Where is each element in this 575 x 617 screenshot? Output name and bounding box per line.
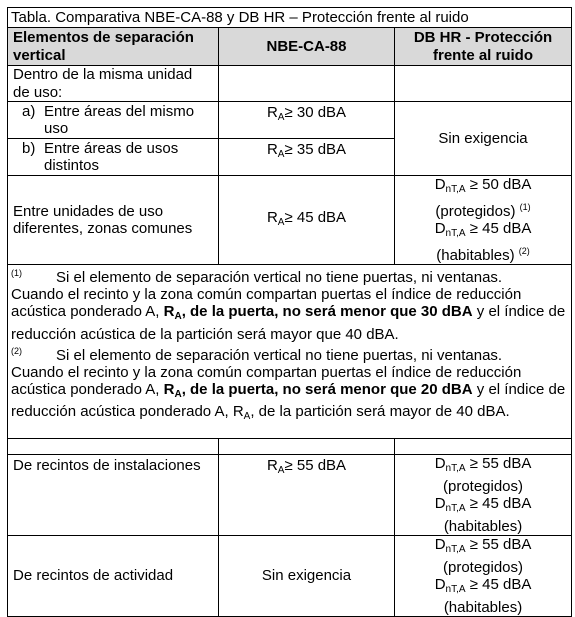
footnote-2 bbox=[11, 343, 568, 426]
spacer-cell bbox=[8, 439, 219, 455]
note-text: y el índice de reducción acústica de la partición será mayor que 40 dBA. bbox=[11, 303, 566, 343]
footnote-ref: (2) bbox=[518, 245, 530, 256]
symbol-sub: A bbox=[174, 389, 182, 401]
symbol-sub: nT,A bbox=[445, 544, 466, 555]
footnote-ref: (2) bbox=[11, 345, 22, 356]
symbol-sub: A bbox=[277, 112, 285, 123]
row-a-label: a) bbox=[22, 102, 36, 120]
header-elements: Elementos de separación vertical bbox=[8, 28, 219, 66]
note-text: y el índice de reducción acústica ponderado A, R bbox=[11, 381, 566, 421]
symbol-sub: A bbox=[277, 216, 285, 228]
symbol-r: R bbox=[163, 303, 175, 321]
row-ab-dbhr: Sin exigencia bbox=[395, 102, 572, 176]
value: ≥ 45 dBA bbox=[284, 208, 347, 226]
symbol-sub: A bbox=[277, 465, 285, 476]
tag: (habitables) bbox=[436, 246, 515, 264]
row-inst-dbhr bbox=[395, 455, 572, 536]
symbol-d: D bbox=[434, 220, 446, 237]
table-caption: Tabla. Comparativa NBE-CA-88 y DB HR – Protección frente al ruido bbox=[8, 8, 572, 28]
row-same-unit-dbhr bbox=[395, 66, 572, 102]
note-text: Cuando el recinto y la zona común compartan puertas el índice de reducción acústica ponderado A, bbox=[11, 364, 522, 399]
tag: (protegidos) bbox=[442, 477, 524, 495]
spacer-cell bbox=[219, 439, 395, 455]
row-b-text: Entre áreas de usos distintos bbox=[44, 139, 179, 174]
row-act-nbe: Sin exigencia bbox=[219, 536, 395, 617]
note-text: , de la partición será mayor de 40 dBA. bbox=[250, 403, 510, 421]
tag: (protegidos) bbox=[442, 558, 524, 576]
value: ≥ 55 dBA bbox=[469, 536, 532, 553]
header-dbhr: DB HR - Protección frente al ruido bbox=[395, 28, 572, 66]
symbol-d: D bbox=[434, 495, 446, 512]
row-same-unit: Dentro de la misma unidad de uso: bbox=[8, 66, 219, 102]
symbol-sub: nT,A bbox=[445, 503, 466, 514]
note-emphasis: , de la puerta, no será menor que 20 dBA bbox=[181, 381, 473, 399]
note-text: Si el elemento de separación vertical no tiene puertas, ni ventanas. bbox=[56, 346, 503, 364]
row-diff-nbe bbox=[219, 176, 395, 265]
tag: (habitables) bbox=[443, 598, 523, 616]
row-b-label: b) bbox=[22, 139, 36, 157]
row-installations: De recintos de instalaciones bbox=[8, 455, 219, 536]
symbol-r: R bbox=[266, 457, 278, 474]
row-activity: De recintos de actividad bbox=[8, 536, 219, 617]
tag: (protegidos) bbox=[435, 202, 516, 220]
note-text: Si el elemento de separación vertical no tiene puertas, ni ventanas. bbox=[56, 269, 503, 286]
value: ≥ 35 dBA bbox=[284, 141, 347, 158]
footnote-1 bbox=[11, 265, 568, 343]
symbol-sub: nT,A bbox=[445, 228, 466, 239]
symbol-r: R bbox=[163, 381, 175, 399]
row-a-text: Entre áreas del mismo uso bbox=[44, 102, 195, 137]
row-b-nbe bbox=[219, 139, 395, 176]
value: ≥ 45 dBA bbox=[469, 576, 532, 593]
value: ≥ 45 dBA bbox=[469, 220, 532, 237]
header-nbe: NBE-CA-88 bbox=[219, 28, 395, 66]
symbol-r: R bbox=[266, 141, 278, 158]
symbol-sub: nT,A bbox=[445, 184, 466, 195]
row-inst-nbe bbox=[219, 455, 395, 536]
note-emphasis: , de la puerta, no será menor que 30 dBA bbox=[181, 303, 473, 321]
tag: (habitables) bbox=[443, 517, 523, 535]
row-a-nbe bbox=[219, 102, 395, 139]
spacer-cell bbox=[395, 439, 572, 455]
row-diff-dbhr bbox=[395, 176, 572, 265]
value: ≥ 45 dBA bbox=[469, 495, 532, 512]
symbol-d: D bbox=[434, 576, 446, 593]
symbol-d: D bbox=[434, 455, 446, 472]
note-text: Cuando el recinto y la zona común compartan puertas el índice de reducción acústica ponderado A, bbox=[11, 286, 522, 321]
value: ≥ 55 dBA bbox=[469, 455, 532, 472]
symbol-sub: A bbox=[243, 411, 251, 423]
symbol-r: R bbox=[266, 208, 278, 226]
symbol-d: D bbox=[434, 536, 446, 553]
symbol-r: R bbox=[266, 104, 278, 121]
symbol-sub: A bbox=[174, 311, 182, 323]
value: ≥ 30 dBA bbox=[284, 104, 347, 121]
value: ≥ 55 dBA bbox=[284, 457, 347, 474]
symbol-sub: A bbox=[277, 149, 285, 160]
symbol-sub: nT,A bbox=[445, 584, 466, 595]
footnotes bbox=[8, 265, 572, 439]
row-a bbox=[8, 102, 219, 139]
row-act-dbhr bbox=[395, 536, 572, 617]
footnote-ref: (1) bbox=[519, 201, 531, 212]
row-same-unit-nbe bbox=[219, 66, 395, 102]
value: ≥ 50 dBA bbox=[469, 176, 532, 193]
comparison-table bbox=[7, 7, 572, 617]
footnote-ref: (1) bbox=[11, 268, 22, 278]
row-b bbox=[8, 139, 219, 176]
symbol-d: D bbox=[434, 176, 446, 193]
symbol-sub: nT,A bbox=[445, 463, 466, 474]
row-diff-units: Entre unidades de uso diferentes, zonas comunes bbox=[8, 176, 219, 265]
